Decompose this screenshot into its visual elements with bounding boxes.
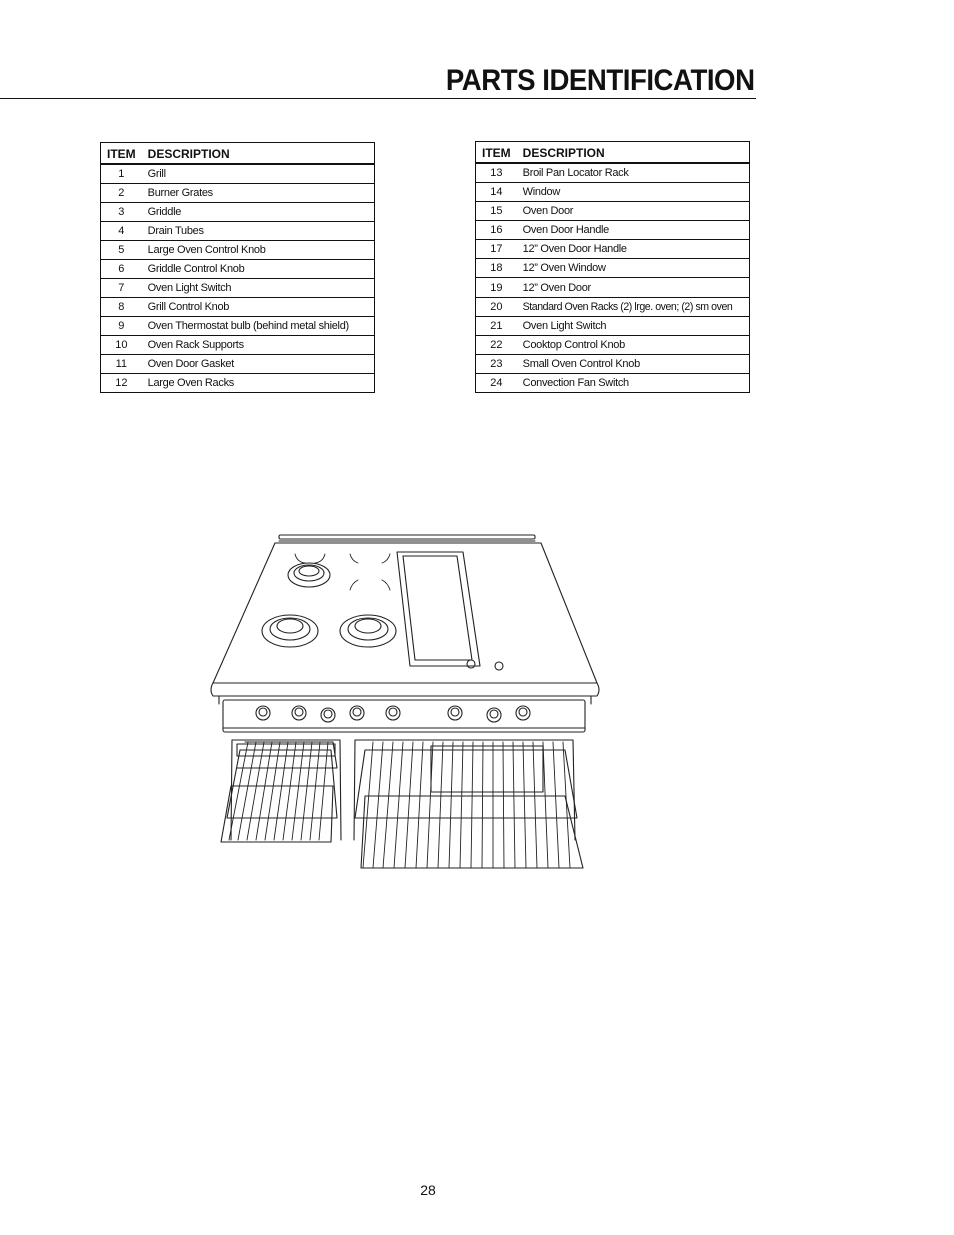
table-row [101,297,375,316]
item-description: Oven Light Switch [517,316,750,335]
control-panel [223,700,585,732]
item-number: 6 [101,259,142,278]
item-number: 4 [101,221,142,240]
item-description: Oven Door Gasket [142,354,375,373]
item-description: Oven Light Switch [142,278,375,297]
table-row [476,278,750,297]
item-number: 1 [101,164,142,184]
table-row [101,316,375,335]
item-number: 19 [476,278,517,297]
table-row [476,259,750,278]
table-row [101,240,375,259]
item-description: Grill Control Knob [142,297,375,316]
item-number: 22 [476,335,517,354]
item-description: Large Oven Control Knob [142,240,375,259]
table-row [476,297,750,316]
column-header-description: DESCRIPTION [142,143,375,165]
item-number: 23 [476,354,517,373]
table-row [101,278,375,297]
table-row [101,202,375,221]
page-number: 28 [420,1182,436,1198]
item-number: 15 [476,202,517,221]
burner-grates-icon [295,554,390,590]
item-number: 12 [115,376,128,389]
table-row [476,335,750,354]
item-description: Oven Door [517,202,750,221]
burner-icon [262,615,318,647]
item-description: Griddle [142,202,375,221]
column-header-item: ITEM [101,143,142,165]
table-row [101,373,375,392]
page-title: PARTS IDENTIFICATION [446,64,755,97]
table-row [101,184,375,203]
table-row [476,163,750,183]
item-description: Standard Oven Racks (2) lrge. oven; (2) sm oven [517,297,750,316]
item-description: Griddle Control Knob [142,259,375,278]
column-header-description: DESCRIPTION [517,142,750,164]
item-number: 21 [476,316,517,335]
item-number: 16 [476,221,517,240]
burner-icon [288,563,330,587]
table-row [476,354,750,373]
table-row [101,335,375,354]
item-description: Window [517,183,750,202]
item-description: Drain Tubes [142,221,375,240]
backguard [279,535,535,541]
table-row [476,221,750,240]
item-number: 9 [101,316,142,335]
item-description: Small Oven Control Knob [517,354,750,373]
table-row [101,221,375,240]
item-description: Convection Fan Switch [522,376,629,389]
table-row [476,316,750,335]
item-number: 8 [101,297,142,316]
large-oven-icon [354,740,583,868]
item-number: 7 [101,278,142,297]
item-description: Grill [142,164,375,184]
item-description: Large Oven Racks [147,376,234,389]
small-oven-icon [221,740,341,842]
item-description: Cooktop Control Knob [517,335,750,354]
item-number: 11 [101,354,142,373]
item-description: 12” Oven Door Handle [517,240,750,259]
item-number: 13 [476,163,517,183]
item-description: 12” Oven Window [517,259,750,278]
table-row [476,240,750,259]
title-rule [0,98,756,99]
item-description: Burner Grates [142,184,375,203]
burner-icon [340,615,396,647]
parts-table-left [100,142,375,393]
table-row [476,202,750,221]
item-description: 12” Oven Door [517,278,750,297]
range-illustration-icon [205,528,605,878]
table-row [101,164,375,184]
item-description: Oven Rack Supports [142,335,375,354]
table-row [476,183,750,202]
item-number: 10 [101,335,142,354]
item-number: 18 [476,259,517,278]
item-description: Oven Thermostat bulb (behind metal shield) [142,316,375,335]
table-row [476,373,750,392]
parts-table-right [475,141,750,393]
item-number: 20 [476,297,517,316]
item-number: 14 [476,183,517,202]
table-header-row [101,143,375,165]
table-row [101,354,375,373]
item-number: 2 [101,184,142,203]
item-description: Oven Door Handle [517,221,750,240]
control-knob-icons [256,706,530,722]
table-row [101,259,375,278]
column-header-item: ITEM [476,142,517,164]
griddle-icon [397,552,503,670]
item-number: 3 [101,202,142,221]
item-number: 5 [101,240,142,259]
item-description: Broil Pan Locator Rack [517,163,750,183]
item-number: 24 [490,376,503,389]
item-number: 17 [476,240,517,259]
table-header-row [476,142,750,164]
